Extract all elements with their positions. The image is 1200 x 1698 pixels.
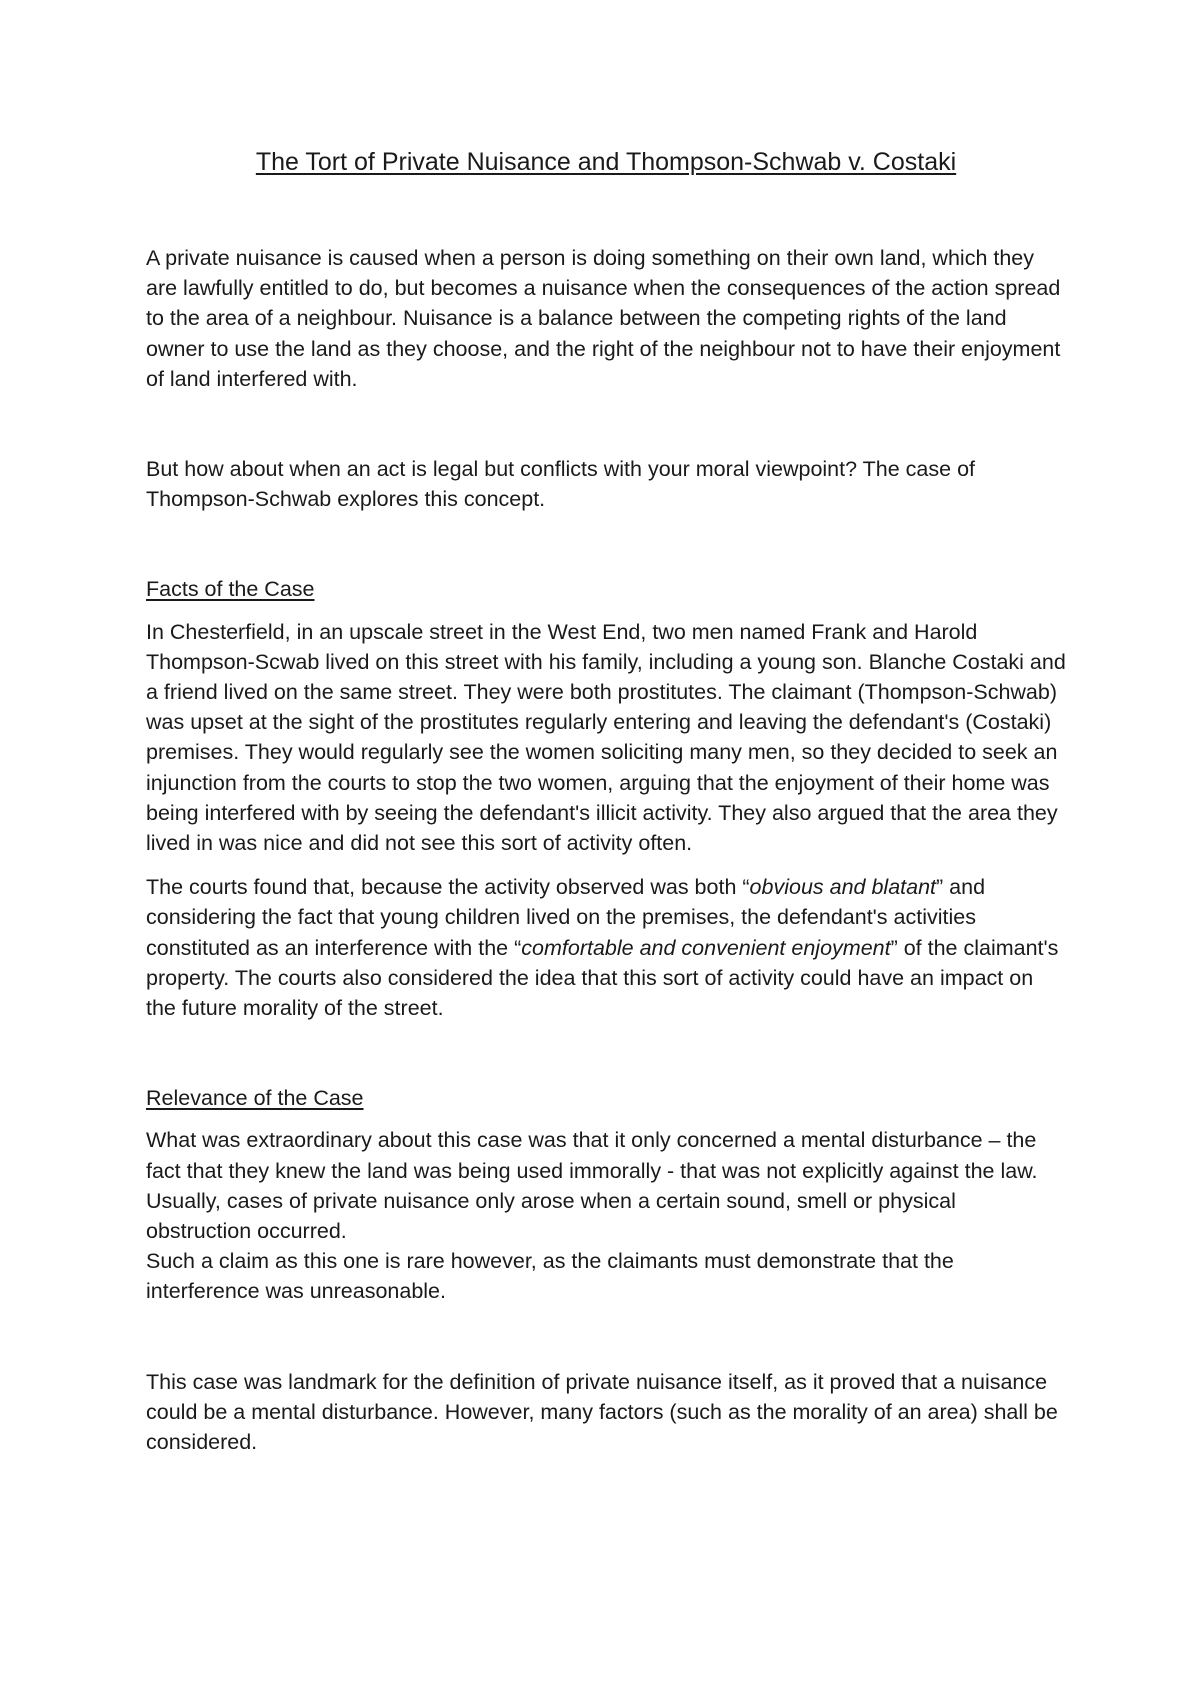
relevance-paragraph-2: This case was landmark for the definition of private nuisance itself, as it proved that a nuisance could be a mental disturbance. However, many factors (such as the morality of an area) shall be considered. [146, 1369, 1058, 1455]
facts-paragraph-2 [146, 872, 1066, 1023]
facts-p2-text-b: ” and considering the fact that young children lived on the premises, the defendant's activities constituted as an interference with the “ [146, 875, 986, 960]
relevance-paragraph-1a: What was extraordinary about this case was that it only concerned a mental disturbance – the fact that they knew the land was being used immorally - that was not explicitly against the law. Usually, cases of private nuisance only arose when a certain sound, smell or physical obstruction occurred. [146, 1128, 1038, 1244]
document-body [146, 146, 1066, 1457]
relevance-paragraph-1b: Such a claim as this one is rare however, as the claimants must demonstrate that the interference was unreasonable. [146, 1249, 954, 1304]
facts-paragraph-1: In Chesterfield, in an upscale street in the West End, two men named Frank and Harold Thompson-Scwab lived on this street with his family, including a young son. Blanche Costaki and a friend lived on the same street. They were both prostitutes. The claimant (Thompson-Schwab) was upset at the sight of the prostitutes regularly entering and leaving the defendant's (Costaki) premises. They would regularly see the women soliciting many men, so they decided to seek an injunction from the courts to stop the two women, arguing that the enjoyment of their home was being interfered with by seeing the defendant's illicit activity. They also argued that the area they lived in was nice and did not see this sort of activity often. [146, 619, 1066, 856]
facts-p2-quote-1: obvious and blatant [749, 875, 937, 900]
intro-paragraph-1: A private nuisance is caused when a person is doing something on their own land, which they are lawfully entitled to do, but becomes a nuisance when the consequences of the action spread to the area of a neighbour. Nuisance is a balance between the competing rights of the land owner to use the land as they choose, and the right of the neighbour not to have their enjoyment of land interfered with. [146, 246, 1061, 391]
intro-paragraph-2: But how about when an act is legal but conflicts with your moral viewpoint? The case of Thompson-Schwab explores this concept. [146, 457, 975, 512]
facts-heading: Facts of the Case [146, 577, 315, 602]
facts-p2-text-a: The courts found that, because the activity observed was both “ [146, 875, 750, 900]
relevance-heading: Relevance of the Case [146, 1086, 364, 1111]
facts-p2-text-c: ” of the claimant's property. The courts also considered the idea that this sort of activity could have an impact on the future morality of the street. [146, 935, 1059, 1021]
document-title: The Tort of Private Nuisance and Thompson-Schwab v. Costaki [255, 148, 957, 176]
facts-p2-quote-2: comfortable and convenient enjoyment [521, 935, 891, 960]
